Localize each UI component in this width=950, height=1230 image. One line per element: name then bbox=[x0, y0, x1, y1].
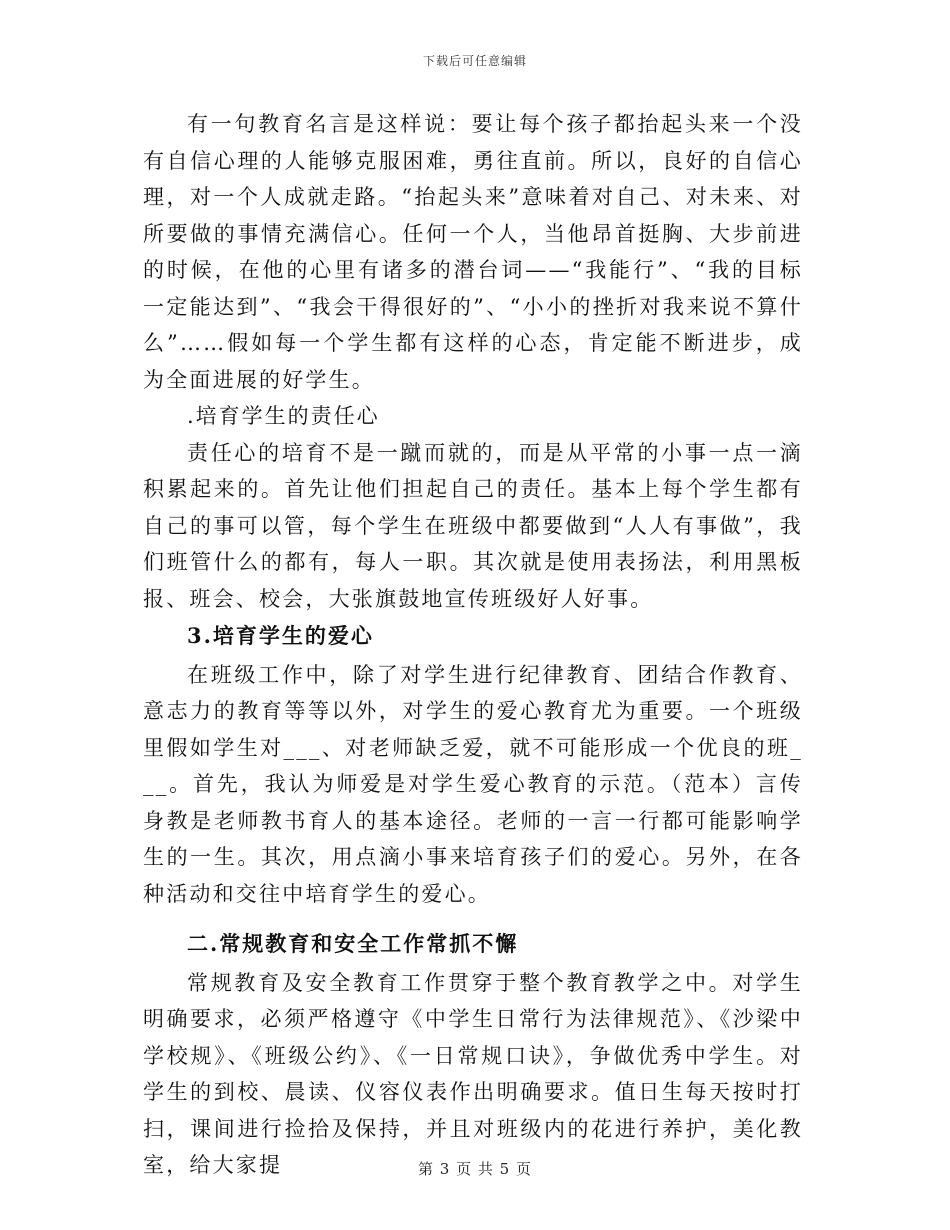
paragraph-love: 在班级工作中，除了对学生进行纪律教育、团结合作教育、意志力的教育等等以外，对学生的爱心教育尤为重要。一个班级里假如学生对___、对老师缺乏爱，就不可能形成一个优良的班___。首先，我认为师爱是对学生爱心教育的示范。（范本）言传身教是老师教书育人的基本途径。老师的一言一行都可能影响学生的一生。其次，用点滴小事来培育孩子们的爱心。另外，在各种活动和交往中培育学生的爱心。 bbox=[143, 662, 803, 906]
page-header: 下载后可任意编辑 bbox=[422, 54, 527, 68]
section-heading-routine-safety: 二.常规教育和安全工作常抓不懈 bbox=[187, 931, 519, 956]
paragraph-responsibility: 责任心的培育不是一蹴而就的，而是从平常的小事一点一滴积累起来的。首先让他们担起自己的责任。基本上每个学生都有自己的事可以管，每个学生在班级中都要做到“人人有事做”，我们班管什么的都有，每人一职。其次就是使用表扬法，利用黑板报、班会、校会，大张旗鼓地宣传班级好人好事。 bbox=[143, 440, 803, 611]
section-heading-responsibility: .培育学生的责任心 bbox=[187, 404, 380, 428]
paragraph-routine-safety: 常规教育及安全教育工作贯穿于整个教育教学之中。对学生明确要求，必须严格遵守《中学生日常行为法律规范》、《沙梁中学校规》、《班级公约》、《一日常规口诀》，争做优秀中学生。对学生的到校、晨读、仪容仪表作出明确要求。值日生每天按时打扫，课间进行捡拾及保持，并且对班级内的花进行养护，美化教室，给大家提 bbox=[143, 970, 803, 1177]
section-heading-love: 3.培育学生的爱心 bbox=[187, 623, 374, 648]
document-body bbox=[143, 106, 803, 1184]
page-number: 第 3 页 共 5 页 bbox=[418, 1160, 532, 1178]
paragraph-confidence: 有一句教育名言是这样说：要让每个孩子都抬起头来一个没有自信心理的人能够克服困难，勇往直前。所以，良好的自信心理，对一个人成就走路。“抬起头来”意味着对自己、对未来、对所要做的事情充满信心。任何一个人，当他昂首挺胸、大步前进的时候，在他的心里有诸多的潜台词——“我能行”、“我的目标一定能达到”、“我会干得很好的”、“小小的挫折对我来说不算什么”……假如每一个学生都有这样的心态，肯定能不断进步，成为全面进展的好学生。 bbox=[143, 112, 803, 392]
